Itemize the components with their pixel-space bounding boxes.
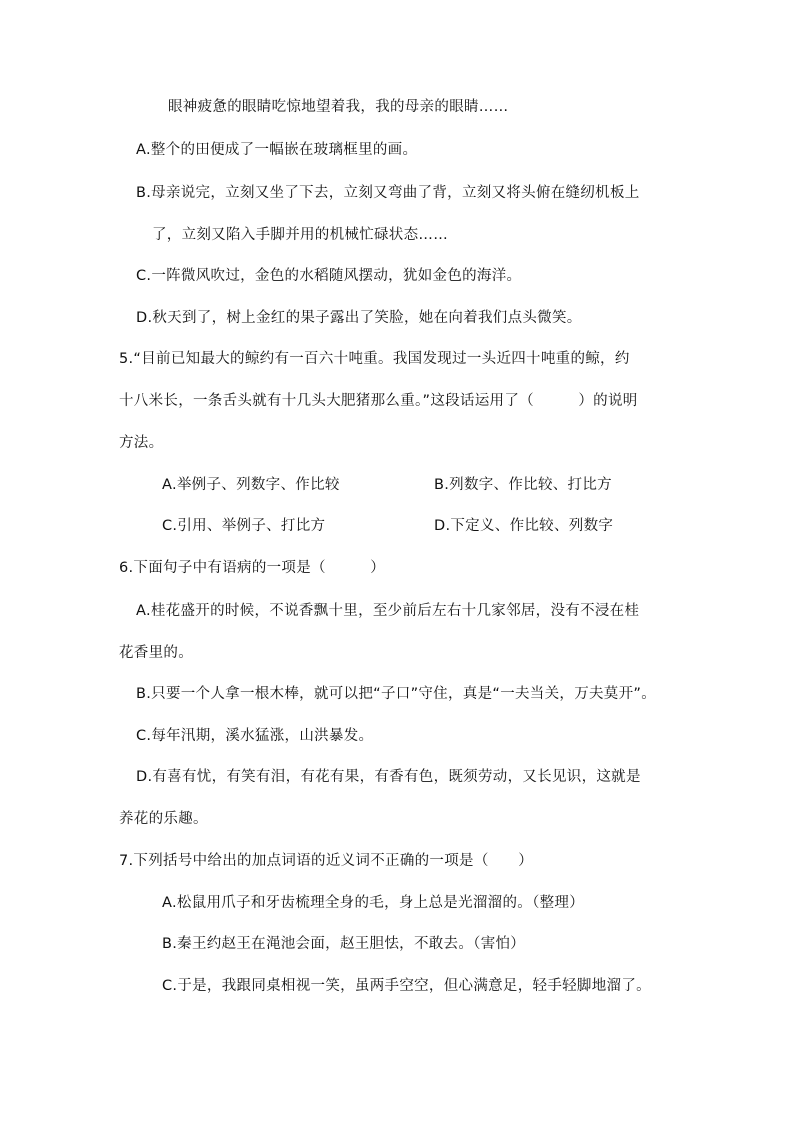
q5-option-c: C.引用、举例子、打比方 [162,518,326,534]
q4-intro: 眼神疲惫的眼睛吃惊地望着我，我的母亲的眼睛…… [168,99,509,115]
q7-stem: 7.下列括号中给出的加点词语的近义词不正确的一项是（ ） [119,853,534,869]
q6-option-a-line2: 花香里的。 [119,645,193,661]
q5-stem-line3: 方法。 [119,435,164,451]
q6-option-b: B.只要一个人拿一根木棒，就可以把“子口”守住，真是“一夫当关，万夫莫开”。 [136,686,657,702]
q5-option-a: A.举例子、列数字、作比较 [162,477,340,493]
q4-option-a: A.整个的田便成了一幅嵌在玻璃框里的画。 [136,142,418,158]
q7-option-c: C.于是，我跟同桌相视一笑，虽两手空空，但心满意足，轻手轻脚地溜了。 [162,978,651,994]
q5-option-d: D.下定义、作比较、列数字 [434,518,614,534]
q6-option-c: C.每年汛期，溪水猛涨，山洪暴发。 [136,728,374,744]
q6-stem: 6.下面句子中有语病的一项是（ ） [119,560,386,576]
q5-stem-line2: 十八米长，一条舌头就有十几头大肥猪那么重。”这段话运用了（ ）的说明 [119,393,638,409]
q4-option-c: C.一阵微风吹过，金色的水稻随风摆动，犹如金色的海洋。 [136,268,522,284]
q7-option-a: A.松鼠用爪子和牙齿梳理全身的毛，身上总是光溜溜的。（整理） [162,895,585,911]
q5-option-b: B.列数字、作比较、打比方 [434,477,612,493]
q5-stem-line1: 5.“目前已知最大的鲸约有一百六十吨重。我国发现过一头近四十吨重的鲸，约 [119,351,630,367]
q6-option-d-line1: D.有喜有忧，有笑有泪，有花有果，有香有色，既须劳动，又长见识，这就是 [136,769,641,785]
q6-option-d-line2: 养花的乐趣。 [119,811,208,827]
q4-option-b-line1: B.母亲说完，立刻又坐了下去，立刻又弯曲了背，立刻又将头俯在缝纫机板上 [136,185,640,201]
q6-option-a-line1: A.桂花盛开的时候，不说香飘十里，至少前后左右十几家邻居，没有不浸在桂 [136,603,640,619]
q4-option-d: D.秋天到了，树上金红的果子露出了笑脸，她在向着我们点头微笑。 [136,310,582,326]
q4-option-b-line2: 了，立刻又陷入手脚并用的机械忙碌状态…… [152,227,448,243]
q7-option-b: B.秦王约赵王在渑池会面，赵王胆怯，不敢去。（害怕） [162,936,526,952]
